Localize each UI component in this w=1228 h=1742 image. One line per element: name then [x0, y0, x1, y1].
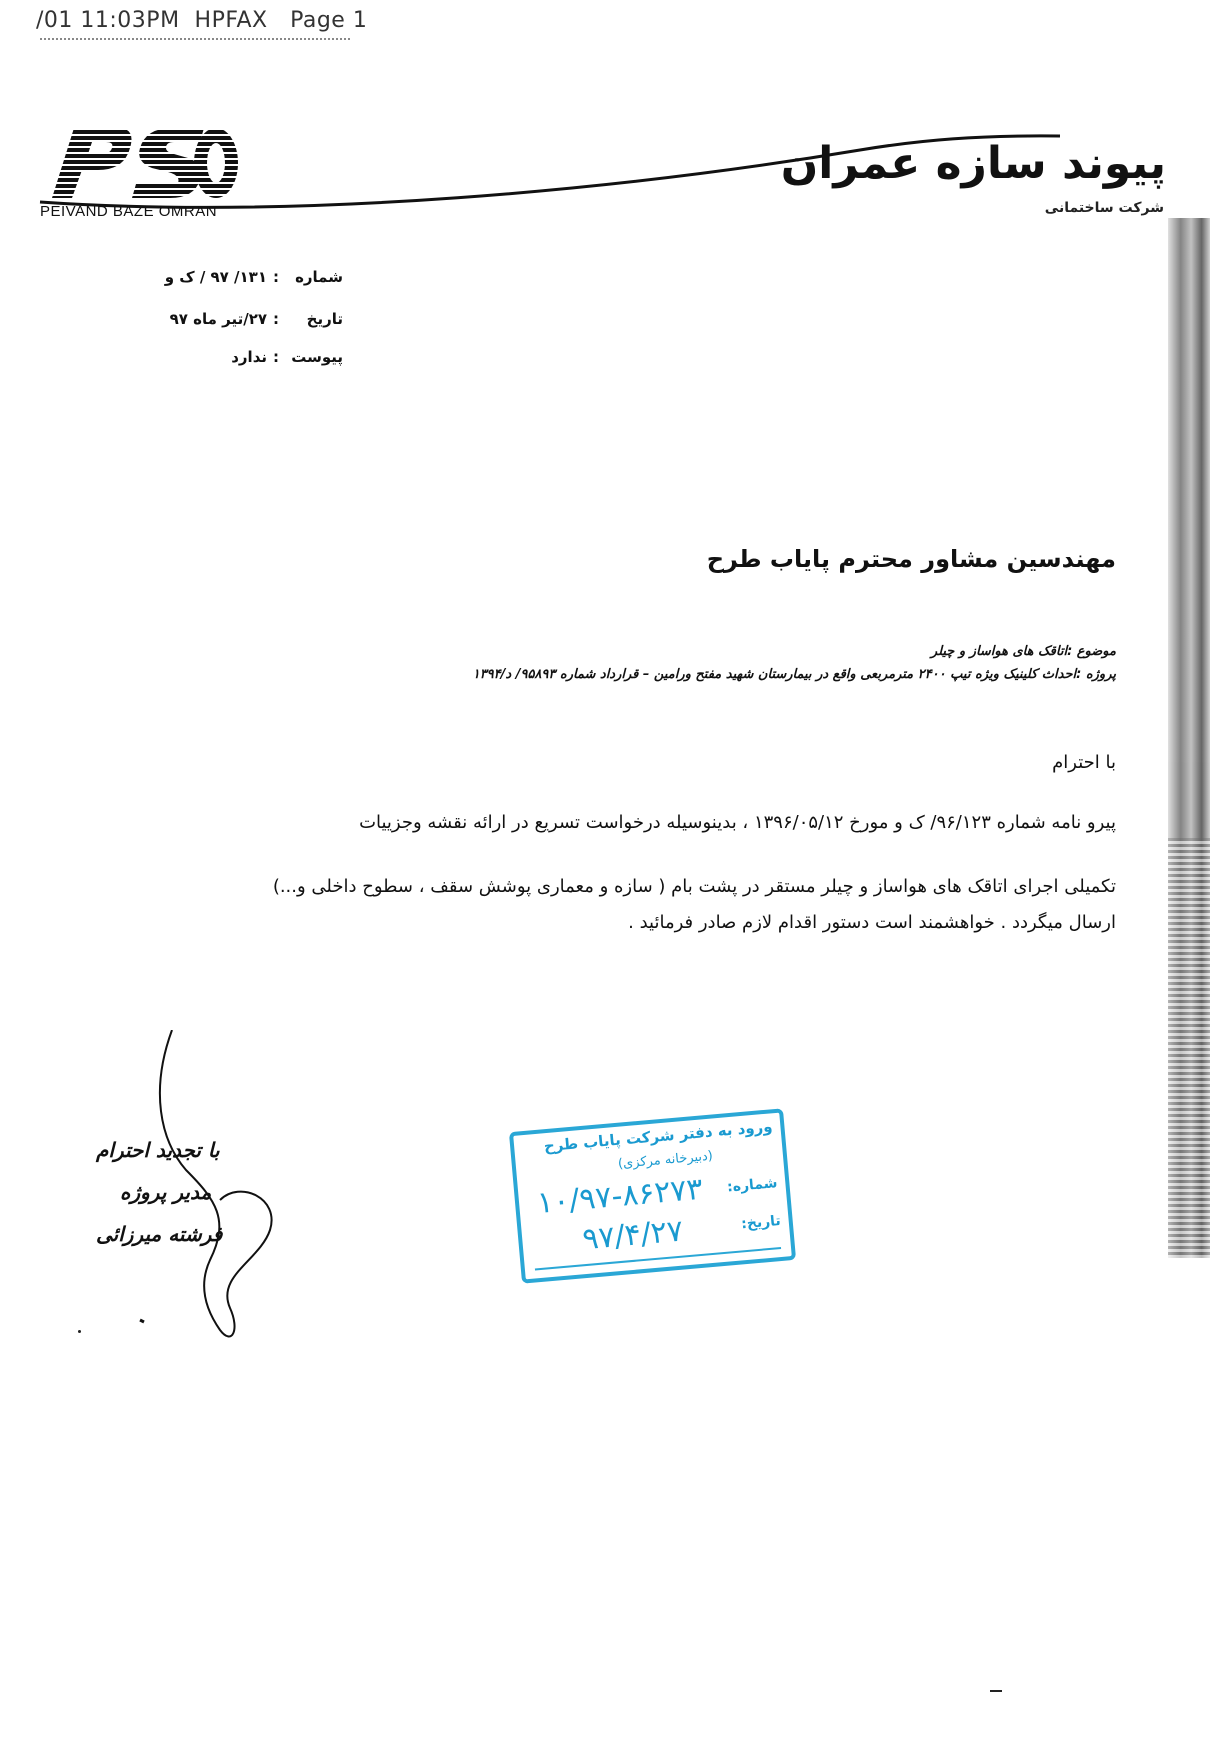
- signature-closing: با تجدید احترام: [96, 1138, 220, 1162]
- letter-attachment-value: ندارد: [231, 348, 267, 366]
- received-stamp: [509, 1108, 796, 1283]
- letter-number-label: شماره: [295, 268, 343, 286]
- letter-number: شماره:۱۳۱/ ۹۷ / ک و: [164, 268, 343, 286]
- fax-scan-edge: [1168, 218, 1210, 1258]
- letter-attachment-label: پیوست: [291, 348, 343, 366]
- letter-number-value: ۱۳۱/ ۹۷ / ک و: [164, 268, 267, 286]
- greeting: با احترام: [1052, 752, 1116, 773]
- letter-project: پروژه :احداث کلینیک ویژه تیپ ۲۴۰۰ مترمربعی واقع در بیمارستان شهید مفتح ورامین – قرارداد شماره ۹۵۸۹۳/ د/۱۳۹۴: [472, 667, 1116, 682]
- fax-header-rule: [40, 38, 350, 43]
- stamp-date-label: تاریخ:: [740, 1212, 782, 1233]
- scan-mark: [990, 1690, 1002, 1692]
- scan-dot: [78, 1330, 81, 1333]
- letter-date: تاریخ:۲۷/تیر ماه ۹۷: [169, 310, 343, 328]
- stamp-subtitle: (دبیرخانه مرکزی): [617, 1148, 714, 1172]
- stamp-title: ورود به دفتر شرکت پایاب طرح: [543, 1117, 774, 1156]
- body-line: تکمیلی اجرای اتاقک های هواساز و چیلر مستقر در پشت بام ( سازه و معماری پوشش سقف ، سطوح داخلی و...): [272, 876, 1116, 897]
- letter-subject: موضوع :اتاقک های هواساز و چیلر: [930, 644, 1116, 659]
- company-name-en: PEIVAND BAZE OMRAN: [40, 203, 218, 220]
- signature-title: مدیر پروژه: [120, 1180, 212, 1204]
- company-name-fa: پیوند سازه عمران: [780, 138, 1166, 189]
- signature-name: فرشته میرزائی: [96, 1222, 223, 1246]
- company-subtitle: شرکت ساختمانی: [1044, 200, 1164, 216]
- letter-attachment: پیوست:ندارد: [231, 348, 343, 366]
- stamp-number-label: شماره:: [726, 1175, 779, 1196]
- stamp-date-value: ۹۷/۴/۲۷: [581, 1213, 685, 1258]
- letter-date-value: ۲۷/تیر ماه ۹۷: [169, 310, 267, 328]
- body-line: پیرو نامه شماره ۹۶/۱۲۳/ ک و مورخ ۱۳۹۶/۰۵/۱۲ ، بدینوسیله درخواست تسریع در ارائه نقشه وجزییات: [359, 812, 1116, 833]
- recipient-heading: مهندسین مشاور محترم پایاب طرح: [706, 545, 1116, 573]
- stamp-number-value: ۱۰/۹۷-۸۶۲۷۳: [535, 1171, 705, 1222]
- handwritten-signature: [120, 1030, 310, 1350]
- letter-date-label: تاریخ: [306, 310, 343, 328]
- fax-header: /01 11:03PM HPFAX Page 1: [36, 8, 368, 33]
- body-line: ارسال میگردد . خواهشمند است دستور اقدام لازم صادر فرمائید .: [628, 912, 1116, 933]
